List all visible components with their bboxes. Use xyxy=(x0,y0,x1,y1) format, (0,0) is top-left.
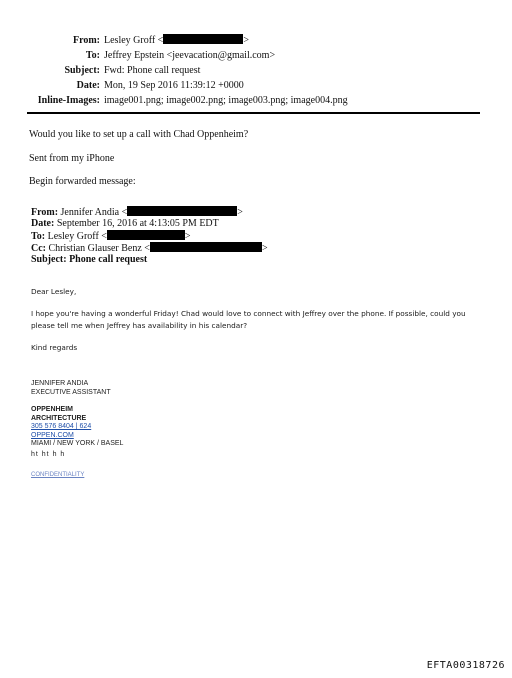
header-date-label: Date: xyxy=(76,80,100,91)
forwarded-subject-label: Subject: xyxy=(31,254,67,265)
signature-social-icons: ht ht h h xyxy=(31,450,66,458)
forwarded-to-row xyxy=(31,230,268,242)
redaction-bar xyxy=(127,206,237,216)
redaction-bar xyxy=(150,242,262,252)
message-line-3: Begin forwarded message: xyxy=(29,176,136,187)
redaction-bar xyxy=(163,34,243,44)
signature-block xyxy=(31,380,123,459)
header-to-value: Jeffrey Epstein <jeevacation@gmail.com> xyxy=(104,50,276,61)
email-header xyxy=(0,33,512,108)
header-to-label: To: xyxy=(85,50,100,61)
document-id: EFTA00318726 xyxy=(426,660,505,671)
forwarded-to-close: > xyxy=(184,231,191,242)
forwarded-from-label: From: xyxy=(31,207,59,218)
forwarded-from-value: Jennifer Andia < xyxy=(60,207,128,218)
forwarded-subject-row xyxy=(31,254,268,266)
forwarded-date-row xyxy=(31,218,268,230)
signature-title: EXECUTIVE ASSISTANT xyxy=(31,388,111,396)
forwarded-from-row xyxy=(31,206,268,218)
header-from-name: Lesley Groff < xyxy=(104,35,164,46)
confidentiality-link[interactable]: CONFIDENTIALITY xyxy=(31,472,85,478)
forwarded-date-label: Date: xyxy=(31,218,55,229)
header-from-row xyxy=(0,33,512,48)
header-from-label: From: xyxy=(72,35,100,46)
forwarded-subject-value: Phone call request xyxy=(69,254,148,265)
header-subject-value: Fwd: Phone call request xyxy=(104,65,201,76)
forwarded-to-label: To: xyxy=(31,231,46,242)
signature-phone-link[interactable]: 305 576 8404 | 624 xyxy=(31,423,92,430)
header-inline-images-value: image001.png; image002.png; image003.png; image004.png xyxy=(104,95,348,106)
signature-website-link[interactable]: OPPEN.COM xyxy=(31,431,74,439)
header-subject-label: Subject: xyxy=(64,65,100,76)
forwarded-cc-row xyxy=(31,242,268,254)
forwarded-closing: Kind regards xyxy=(31,343,78,352)
header-subject-row xyxy=(0,63,512,78)
forwarded-paragraph-line-1: I hope you're having a wonderful Friday! Chad would love to connect with Jeffrey over the phone. If possible, could you xyxy=(31,309,466,318)
signature-name: JENNIFER ANDIA xyxy=(31,380,89,387)
forwarded-cc-value: Christian Glauser Benz < xyxy=(48,243,150,254)
header-divider xyxy=(27,112,480,114)
header-from-close: > xyxy=(243,35,249,46)
signature-locations: MIAMI / NEW YORK / BASEL xyxy=(31,440,124,447)
forwarded-greeting: Dear Lesley, xyxy=(31,287,77,296)
header-inline-images-row xyxy=(0,93,512,108)
forwarded-header xyxy=(31,206,268,266)
forwarded-date-value: September 16, 2016 at 4:13:05 PM EDT xyxy=(56,218,219,229)
header-from-value xyxy=(104,33,249,48)
forwarded-from-close: > xyxy=(237,207,243,218)
redaction-bar xyxy=(107,230,185,240)
header-date-row xyxy=(0,78,512,93)
forwarded-cc-label: Cc: xyxy=(31,243,46,254)
message-line-1: Would you like to set up a call with Chad Oppenheim? xyxy=(29,129,249,140)
signature-company-line-2: ARCHITECTURE xyxy=(31,414,87,422)
message-line-2: Sent from my iPhone xyxy=(29,153,115,164)
forwarded-cc-close: > xyxy=(261,243,268,254)
forwarded-paragraph-line-2: please tell me when Jeffrey has availability in his calendar? xyxy=(31,321,248,330)
signature-company-line-1: OPPENHEIM xyxy=(31,406,74,413)
header-date-value: Mon, 19 Sep 2016 11:39:12 +0000 xyxy=(104,80,244,91)
header-to-row xyxy=(0,48,512,63)
forwarded-to-value: Lesley Groff < xyxy=(47,231,107,242)
header-inline-images-label: Inline-Images: xyxy=(37,95,100,106)
